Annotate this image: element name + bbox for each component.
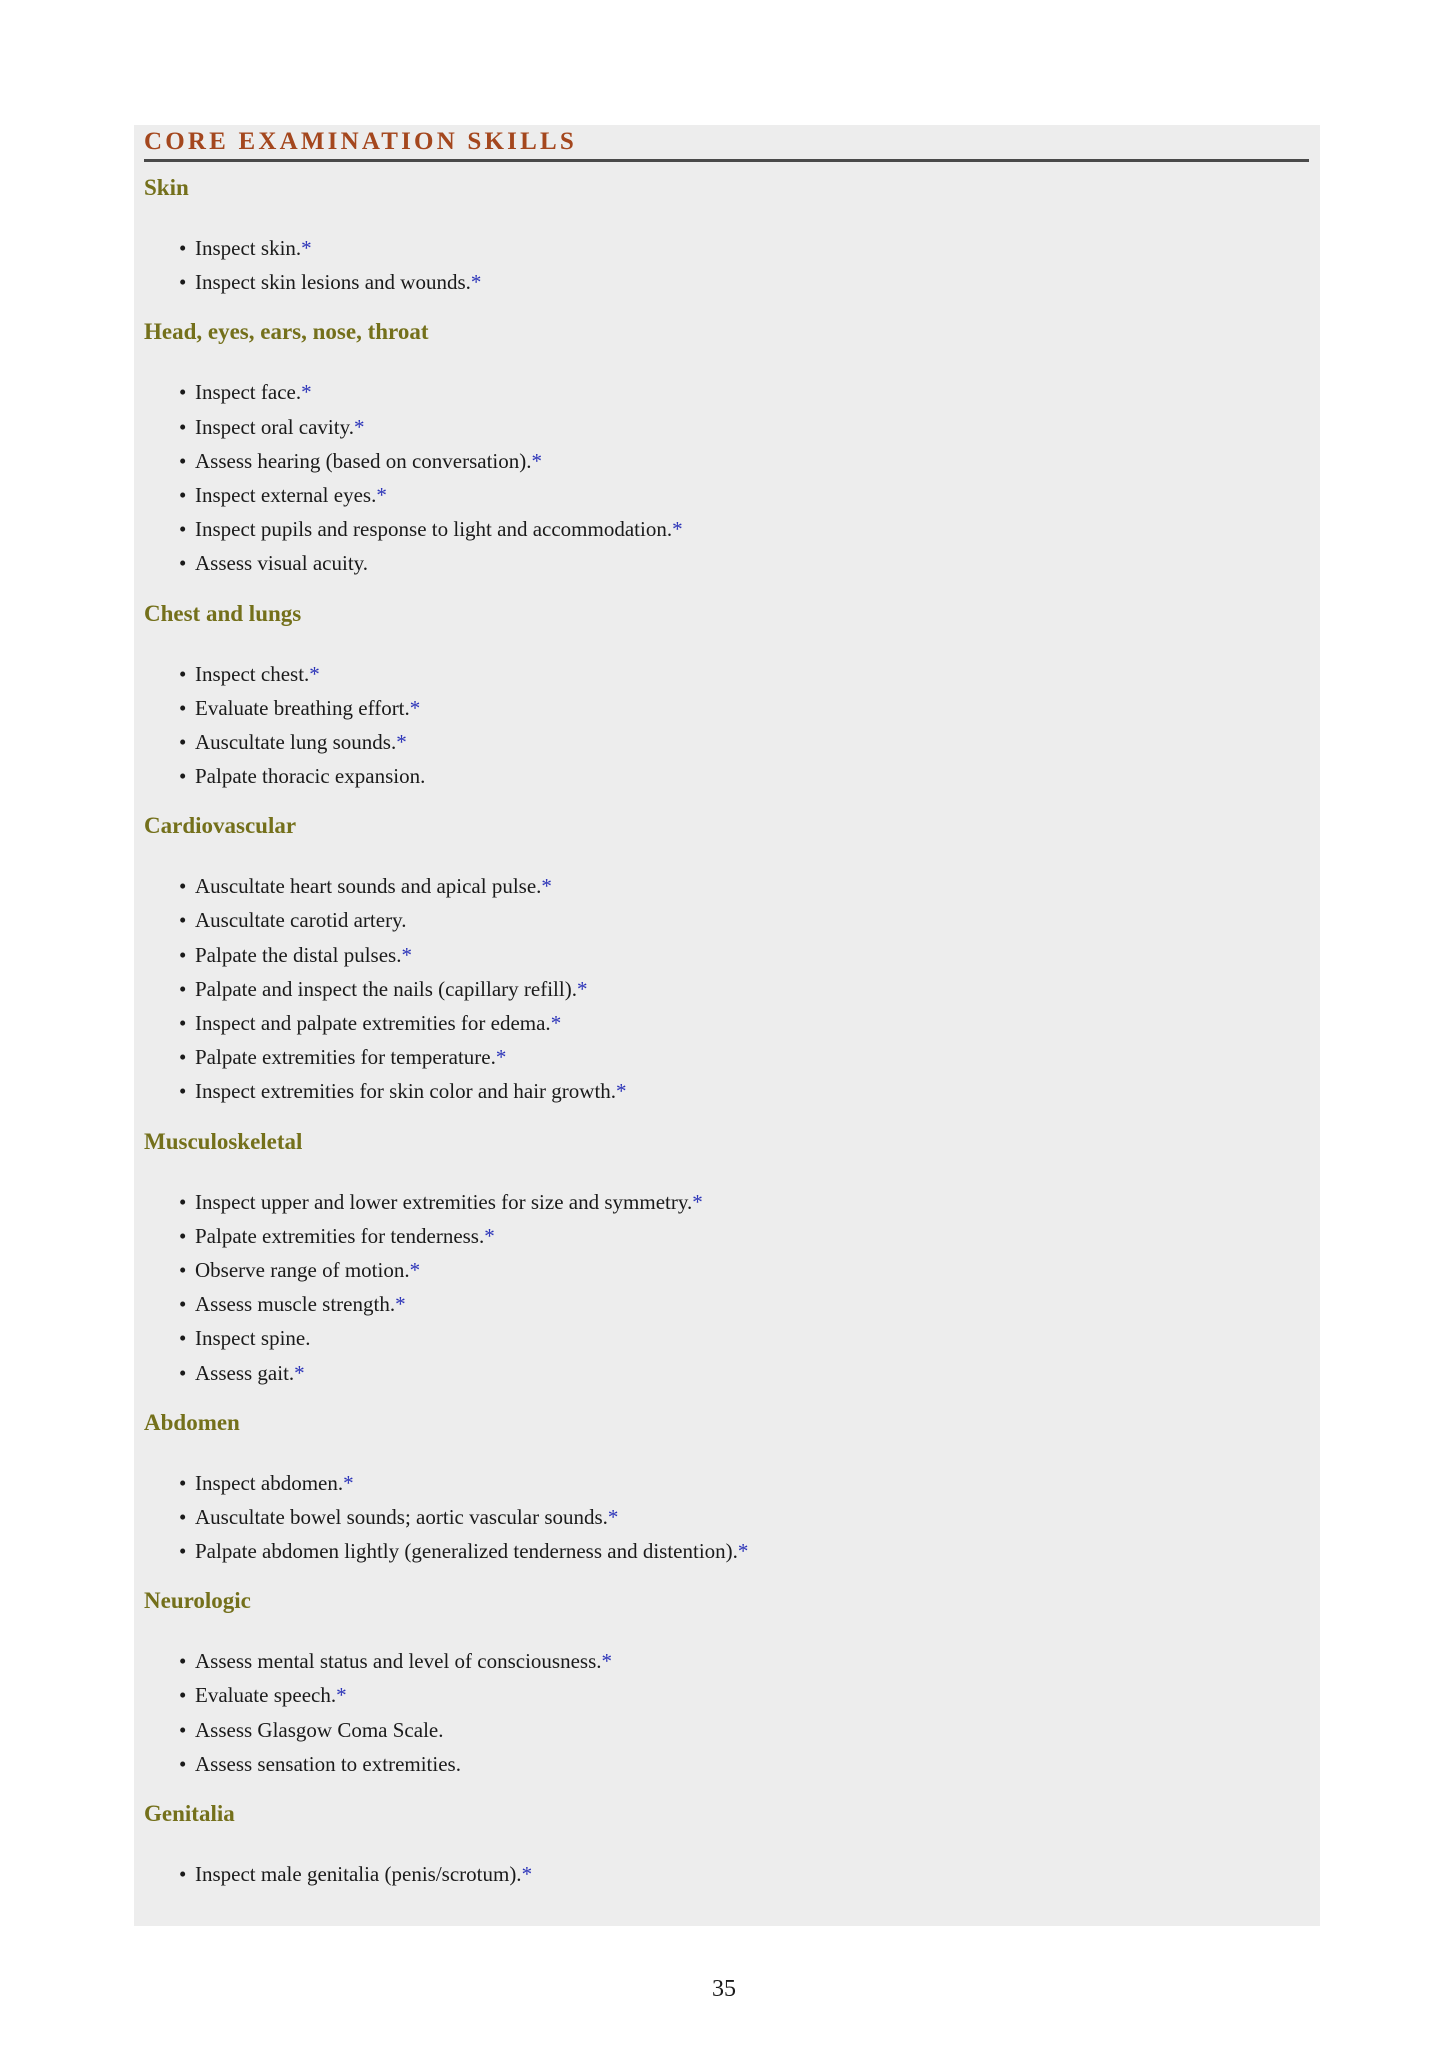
- section-heading-head-eyes-ears-nose-throat: Head, eyes, ears, nose, throat: [144, 319, 429, 345]
- list-item: [144, 375, 1304, 409]
- asterisk-marker: *: [484, 1223, 495, 1248]
- sections-container: [144, 171, 1304, 1907]
- item-text: Assess mental status and level of consciousness.: [195, 1649, 602, 1674]
- item-text: Auscultate heart sounds and apical pulse.: [195, 874, 542, 899]
- item-text: Assess Glasgow Coma Scale.: [195, 1717, 444, 1742]
- asterisk-marker: *: [470, 270, 482, 295]
- section-list-genitalia: [144, 1857, 1304, 1891]
- asterisk-marker: *: [737, 1539, 749, 1564]
- asterisk-marker: *: [396, 729, 407, 754]
- list-item: [144, 1747, 1304, 1781]
- bullet-icon: •: [179, 976, 187, 1001]
- list-item: [144, 1253, 1304, 1287]
- panel-title: CORE EXAMINATION SKILLS: [144, 128, 577, 155]
- bullet-icon: •: [179, 1292, 187, 1317]
- section-heading-abdomen: Abdomen: [144, 1409, 240, 1435]
- bullet-icon: •: [179, 482, 187, 507]
- asterisk-marker: *: [531, 448, 542, 473]
- asterisk-marker: *: [301, 380, 312, 405]
- list-item: [144, 444, 1304, 478]
- bullet-icon: •: [179, 1326, 187, 1351]
- list-item: [144, 972, 1304, 1006]
- section-list-chest-and-lungs: [144, 657, 1304, 794]
- item-text: Assess muscle strength.: [195, 1292, 396, 1317]
- bullet-icon: •: [179, 661, 187, 686]
- core-examination-skills-panel: [134, 125, 1320, 1926]
- bullet-icon: •: [179, 1011, 187, 1035]
- bullet-icon: •: [179, 1470, 187, 1495]
- asterisk-marker: *: [576, 976, 588, 1001]
- bullet-icon: •: [179, 414, 187, 439]
- list-item: [144, 1644, 1304, 1678]
- item-text: Auscultate bowel sounds; aortic vascular sounds.: [195, 1504, 608, 1529]
- bullet-icon: •: [179, 1045, 187, 1070]
- bullet-icon: •: [179, 1862, 187, 1886]
- list-item: [144, 657, 1304, 691]
- asterisk-marker: *: [336, 1683, 347, 1708]
- list-item: [144, 1287, 1304, 1321]
- bullet-icon: •: [179, 1360, 187, 1385]
- bullet-icon: •: [179, 1079, 187, 1104]
- asterisk-marker: *: [395, 1292, 406, 1317]
- item-text: Assess visual acuity.: [195, 551, 369, 576]
- asterisk-marker: *: [550, 1011, 562, 1035]
- asterisk-marker: *: [376, 482, 387, 507]
- list-item: [144, 1500, 1304, 1534]
- list-item: [144, 1678, 1304, 1712]
- bullet-icon: •: [179, 1257, 187, 1282]
- list-item: [144, 1534, 1304, 1568]
- item-text: Auscultate carotid artery.: [195, 908, 407, 933]
- asterisk-marker: *: [607, 1504, 619, 1529]
- section-heading-neurologic: Neurologic: [144, 1588, 251, 1614]
- list-item: [144, 1713, 1304, 1747]
- item-text: Inspect face.: [195, 380, 302, 405]
- bullet-icon: •: [179, 270, 187, 295]
- bullet-icon: •: [179, 874, 187, 899]
- item-text: Observe range of motion.: [195, 1257, 410, 1282]
- item-text: Inspect abdomen.: [195, 1470, 344, 1495]
- asterisk-marker: *: [409, 1257, 421, 1282]
- list-item: [144, 938, 1304, 972]
- bullet-icon: •: [179, 380, 187, 405]
- item-text: Palpate thoracic expansion.: [195, 764, 426, 789]
- bullet-icon: •: [179, 1189, 187, 1214]
- list-item: [144, 1857, 1304, 1891]
- list-item: [144, 1219, 1304, 1253]
- item-text: Evaluate breathing effort.: [195, 695, 410, 720]
- item-text: Inspect male genitalia (penis/scrotum).: [195, 1862, 522, 1886]
- bullet-icon: •: [179, 1649, 187, 1674]
- item-text: Inspect upper and lower extremities for size and symmetry.: [195, 1189, 693, 1214]
- section-heading-skin: Skin: [144, 175, 189, 200]
- list-item: [144, 1006, 1304, 1040]
- item-text: Inspect and palpate extremities for edema.: [195, 1011, 551, 1035]
- item-text: Inspect oral cavity.: [195, 414, 354, 439]
- item-text: Palpate abdomen lightly (generalized tenderness and distention).: [195, 1539, 738, 1564]
- asterisk-marker: *: [409, 695, 421, 720]
- bullet-icon: •: [179, 1539, 187, 1564]
- list-item: [144, 1040, 1304, 1074]
- item-text: Inspect spine.: [195, 1326, 311, 1351]
- item-text: Palpate the distal pulses.: [195, 942, 402, 967]
- bullet-icon: •: [179, 1751, 187, 1776]
- asterisk-marker: *: [541, 874, 552, 899]
- item-text: Inspect extremities for skin color and hair growth.: [195, 1079, 617, 1104]
- bullet-icon: •: [179, 517, 187, 542]
- item-text: Assess sensation to extremities.: [195, 1751, 461, 1776]
- item-text: Inspect skin.: [195, 236, 302, 260]
- list-item: [144, 903, 1304, 937]
- list-item: [144, 1185, 1304, 1219]
- bullet-icon: •: [179, 236, 187, 260]
- bullet-icon: •: [179, 764, 187, 789]
- list-item: [144, 1074, 1304, 1108]
- item-text: Palpate and inspect the nails (capillary refill).: [195, 976, 577, 1001]
- asterisk-marker: *: [294, 1360, 305, 1385]
- bullet-icon: •: [179, 448, 187, 473]
- asterisk-marker: *: [616, 1079, 627, 1104]
- item-text: Palpate extremities for tenderness.: [195, 1223, 485, 1248]
- bullet-icon: •: [179, 1683, 187, 1708]
- section-heading-chest-and-lungs: Chest and lungs: [144, 600, 302, 626]
- section-list-head-eyes-ears-nose-throat: [144, 375, 1304, 580]
- list-item: [144, 231, 1304, 265]
- list-item: [144, 1356, 1304, 1390]
- asterisk-marker: *: [343, 1470, 354, 1495]
- list-item: [144, 478, 1304, 512]
- section-list-skin: [144, 231, 1304, 299]
- asterisk-marker: *: [401, 942, 412, 967]
- list-item: [144, 725, 1304, 759]
- bullet-icon: •: [179, 942, 187, 967]
- item-text: Assess gait.: [195, 1360, 295, 1385]
- asterisk-marker: *: [692, 1189, 703, 1214]
- bullet-icon: •: [179, 695, 187, 720]
- section-list-abdomen: [144, 1466, 1304, 1569]
- item-text: Assess hearing (based on conversation).: [195, 448, 532, 473]
- list-item: [144, 691, 1304, 725]
- section-heading-musculoskeletal: Musculoskeletal: [144, 1128, 303, 1154]
- item-text: Evaluate speech.: [195, 1683, 337, 1708]
- item-text: Inspect chest.: [195, 661, 310, 686]
- asterisk-marker: *: [672, 517, 683, 542]
- section-heading-genitalia: Genitalia: [144, 1801, 235, 1826]
- list-item: [144, 1466, 1304, 1500]
- item-text: Inspect external eyes.: [195, 482, 377, 507]
- section-heading-cardiovascular: Cardiovascular: [144, 813, 297, 839]
- item-text: Inspect pupils and response to light and accommodation.: [195, 517, 673, 542]
- section-list-musculoskeletal: [144, 1185, 1304, 1390]
- asterisk-marker: *: [601, 1649, 613, 1674]
- asterisk-marker: *: [495, 1045, 507, 1070]
- bullet-icon: •: [179, 551, 187, 576]
- bullet-icon: •: [179, 1223, 187, 1248]
- asterisk-marker: *: [301, 236, 312, 260]
- list-item: [144, 759, 1304, 793]
- item-text: Inspect skin lesions and wounds.: [195, 270, 471, 295]
- list-item: [144, 512, 1304, 546]
- list-item: [144, 265, 1304, 299]
- list-item: [144, 410, 1304, 444]
- section-list-cardiovascular: [144, 869, 1304, 1108]
- bullet-icon: •: [179, 1717, 187, 1742]
- asterisk-marker: *: [354, 414, 365, 439]
- list-item: [144, 1321, 1304, 1355]
- asterisk-marker: *: [521, 1862, 533, 1886]
- bullet-icon: •: [179, 1504, 187, 1529]
- bullet-icon: •: [179, 908, 187, 933]
- title-divider: [144, 159, 1309, 162]
- asterisk-marker: *: [309, 661, 320, 686]
- bullet-icon: •: [179, 729, 187, 754]
- list-item: [144, 869, 1304, 903]
- section-list-neurologic: [144, 1644, 1304, 1781]
- list-item: [144, 546, 1304, 580]
- page-number: 35: [712, 1976, 736, 2002]
- item-text: Palpate extremities for temperature.: [195, 1045, 496, 1070]
- item-text: Auscultate lung sounds.: [195, 729, 397, 754]
